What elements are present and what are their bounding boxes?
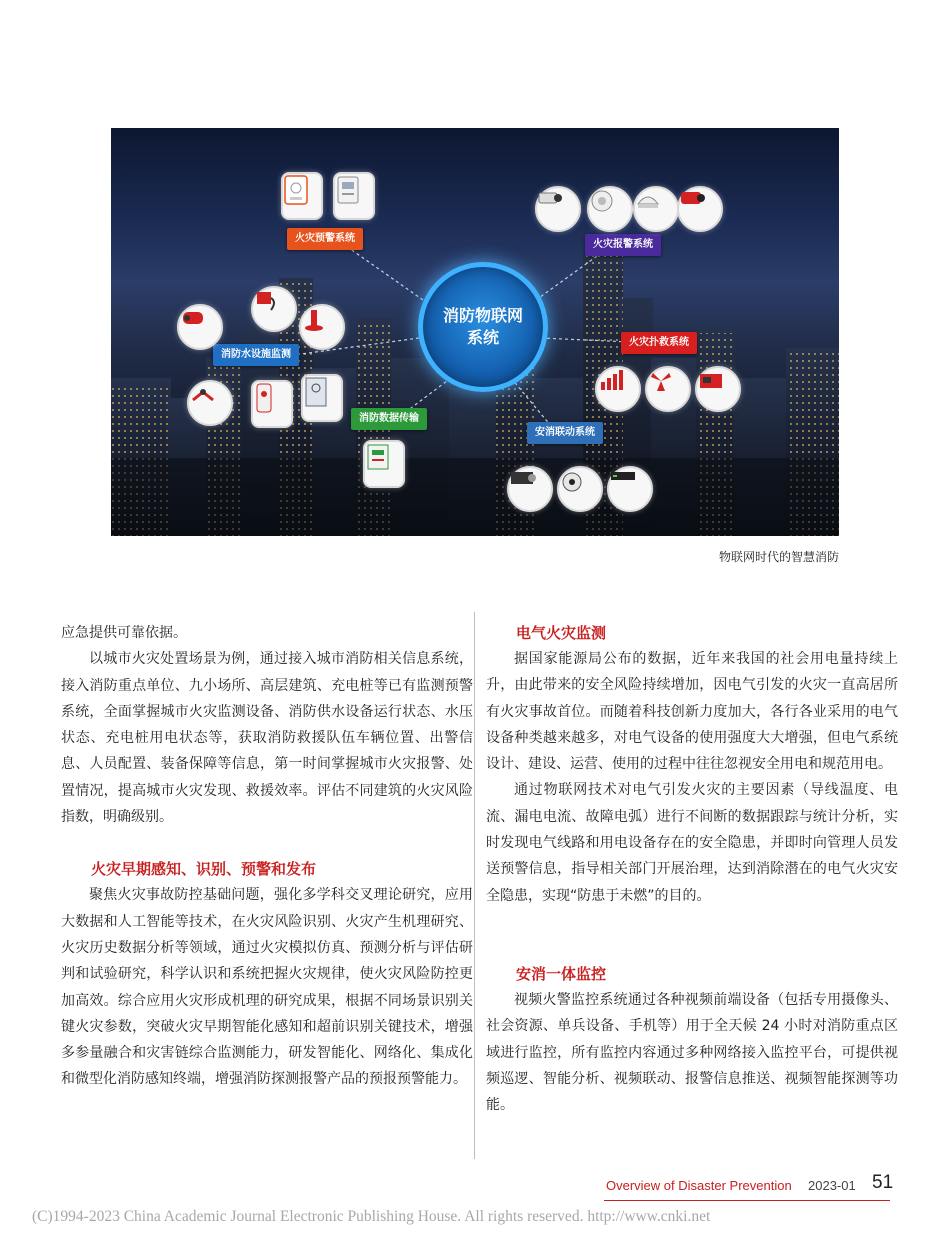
page-number: 51 bbox=[872, 1172, 894, 1193]
hub-title-line1: 消防物联网 bbox=[443, 306, 524, 325]
label-fire-rescue: 火灾扑救系统 bbox=[621, 332, 697, 354]
label-water-monitoring: 消防水设施监测 bbox=[213, 344, 299, 366]
label-fire-early-warning: 火灾预警系统 bbox=[287, 228, 363, 250]
nvr-recorder-icon bbox=[607, 466, 653, 512]
pressure-gauge-icon bbox=[251, 286, 297, 332]
hub-title-line2: 系统 bbox=[466, 328, 499, 347]
box-camera-icon bbox=[507, 466, 553, 512]
signal-bars-icon bbox=[595, 366, 641, 412]
left-column bbox=[61, 620, 473, 1093]
water-meter-icon bbox=[251, 380, 293, 428]
control-cabinet-icon bbox=[301, 374, 343, 422]
section-heading: 电气火灾监测 bbox=[516, 624, 607, 642]
flow-switch-icon bbox=[187, 380, 233, 426]
paragraph: 通过物联网技术对电气引发火灾的主要因素（导线温度、电流、漏电电流、故障电弧）进行不间断的数据跟踪与统计分析，实时发现电气线路和用电设备存在的安全隐患，并即时向管理人员发送预警信息，指导相关部门开展治理，达到消除潜在的电气火灾安全隐患，实现“防患于未燃”的目的。 bbox=[486, 782, 898, 904]
detector-device-icon bbox=[281, 172, 323, 220]
camera-icon bbox=[535, 186, 581, 232]
generator-icon bbox=[695, 366, 741, 412]
paragraph: 聚焦火灾事故防控基础问题，强化多学科交叉理论研究，应用大数据和人工智能等技术，在火灾风险识别、火灾产生机理研究、火灾历史数据分析等领域，通过火灾模拟仿真、预测分析与评估研判和试验研究，科学认识和系统把握火灾规律，使火灾风险防控更加高效。综合应用火灾形成机理的研究成果，根据不同场景识别关键火灾参数，突破火灾早期智能化感知和超前识别关键技术，增强多参量融合和灾害链综合监测能力，研发智能化、网络化、集成化和微型化消防感知终端，增强消防探测报警产品的预报预警能力。 bbox=[61, 887, 473, 1088]
smoke-detector-icon bbox=[587, 186, 633, 232]
label-security-linkage: 安消联动系统 bbox=[527, 422, 603, 444]
figure-caption: 物联网时代的智慧消防 bbox=[718, 550, 839, 564]
dome-sensor-icon bbox=[633, 186, 679, 232]
monitor-box-icon bbox=[333, 172, 375, 220]
right-column bbox=[486, 620, 898, 1118]
paragraph: 以城市火灾处置场景为例，通过接入城市消防相关信息系统，接入消防重点单位、九小场所、高层建筑、充电桩等已有监测预警系统，全面掌握城市火灾监测设备、消防供水设备运行状态、水压状态、充电桩用电状态等，获取消防救援队伍车辆位置、出警信息、人员配置、装备保障等信息，第一时间掌握城市火灾报警、处置情况，提高城市火灾发现、救援效率。评估不同建筑的火灾风险指数，明确级别。 bbox=[61, 651, 473, 826]
footer-rule bbox=[604, 1200, 890, 1201]
label-fire-alarm: 火灾报警系统 bbox=[585, 234, 661, 256]
ptz-camera-icon bbox=[557, 466, 603, 512]
journal-name: Overview of Disaster Prevention bbox=[606, 1178, 792, 1193]
paragraph: 视频火警监控系统通过各种视频前端设备（包括专用摄像头、社会资源、单兵设备、手机等）用于全天候 24 小时对消防重点区域进行监控，所有监控内容通过多种网络接入监控平台，可提供视频巡逻、智能分析、视频联动、报警信息推送、视频智能探测等功能。 bbox=[486, 991, 898, 1114]
issue-number: 2023-01 bbox=[808, 1178, 856, 1193]
copyright-notice: (C)1994-2023 China Academic Journal Electronic Publishing House. All rights reserved. http://www.cnki.net bbox=[32, 1208, 711, 1225]
fan-blower-icon bbox=[645, 366, 691, 412]
transmitter-icon bbox=[363, 440, 405, 488]
figure-smart-fire-iot bbox=[111, 128, 839, 536]
paragraph: 据国家能源局公布的数据，近年来我国的社会用电量持续上升，由此带来的安全风险持续增加，因电气引发的火灾一直高居所有火灾事故首位。而随着科技创新力度加大，各行各业采用的电气设备种类越来越多，对电气设备的使用强度大大增强，但电气系统设计、建设、运营、使用的过程中往往忽视安全用电和规范用电。 bbox=[486, 651, 898, 773]
label-data-transfer: 消防数据传输 bbox=[351, 408, 427, 430]
valve-icon bbox=[299, 304, 345, 350]
iot-hub-circle bbox=[418, 262, 548, 392]
column-divider bbox=[474, 612, 475, 1159]
red-camera-icon bbox=[677, 186, 723, 232]
paragraph: 应急提供可靠依据。 bbox=[61, 625, 187, 641]
section-heading: 安消一体监控 bbox=[516, 964, 607, 983]
section-heading: 火灾早期感知、识别、预警和发布 bbox=[91, 860, 317, 879]
pipe-sensor-icon bbox=[177, 304, 223, 350]
